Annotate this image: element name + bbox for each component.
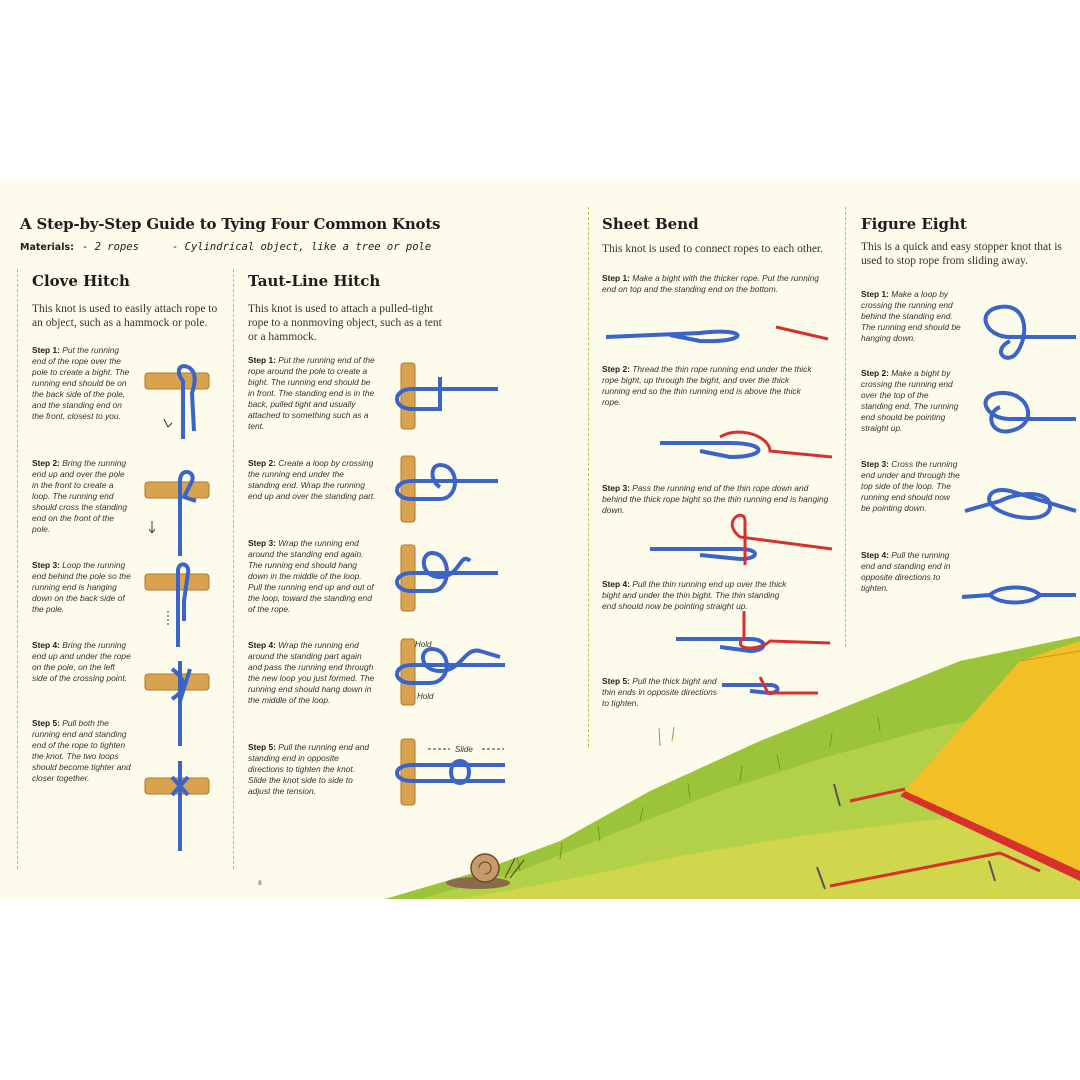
clove-step-3: Step 3: Loop the running end behind the pole so the running end is hanging down on the back side of the pole.: [32, 560, 131, 614]
taut-line-intro: This knot is used to attach a pulled-tight rope to a nonmoving object, such as a tent or a hammock.: [248, 303, 442, 343]
taut-step-3-illustration: [397, 545, 498, 611]
taut-step-2: Step 2: Create a loop by crossing the running end under the standing end. Wrap the running end up and over the standing part.: [248, 458, 376, 501]
clove-hitch-title: Clove Hitch: [32, 272, 130, 290]
taut-step-5: Step 5: Pull the running end and standing end in opposite directions to tighten the knot. Slide the knot side to side to adjust the tension.: [248, 742, 370, 796]
slide-label: Slide: [455, 745, 473, 754]
fig8-step-3: Step 3: Cross the running end under and through the top side of the loop. The running end should now be pointing down.: [861, 459, 960, 513]
page-number: 8: [258, 880, 262, 887]
sheet-step-2: Step 2: Thread the thin rope running end under the thick rope bight, up through the bight, and over the thick running end so the thin running end is above the thick rope.: [602, 364, 812, 407]
illustrations: [0, 181, 1080, 899]
clove-step-2-illustration: [145, 472, 209, 556]
hold-label-2: Hold: [417, 692, 434, 701]
fig8-step-4: Step 4: Pull the running end and standing end in opposite directions to tighten.: [861, 550, 951, 593]
sheet-step-2-illustration: [660, 432, 832, 457]
sheet-step-3-illustration: [650, 515, 832, 565]
clove-step-3-illustration: [145, 564, 209, 647]
book-spread: [0, 181, 1080, 899]
clove-step-4: Step 4: Bring the running end up and under the rope on the pole, on the left side of the crossing point.: [32, 640, 131, 683]
clove-step-4-illustration: [145, 661, 209, 746]
clove-step-2: Step 2: Bring the running end up and over the pole in the front to create a loop. The running end should cross the standing end on the front of the pole.: [32, 458, 127, 534]
taut-step-4-illustration: [397, 639, 505, 705]
taut-step-1: Step 1: Put the running end of the rope around the pole to create a bight. The running end should be in front. The standing end is in the back, pulled tight and usually attached to something such as a tent.: [248, 355, 375, 431]
fig8-step-1: Step 1: Make a loop by crossing the running end behind the standing end. The running end should be hanging down.: [861, 289, 961, 343]
fig8-step-2-illustration: [986, 393, 1076, 432]
sheet-bend-intro: This knot is used to connect ropes to each other.: [602, 243, 824, 255]
taut-step-1-illustration: [397, 363, 498, 429]
taut-step-2-illustration: [397, 456, 498, 522]
guide-title: A Step-by-Step Guide to Tying Four Common Knots: [20, 215, 441, 233]
fig8-step-2: Step 2: Make a bight by crossing the running end over the top of the standing end. The running end should be pointing straight up.: [861, 368, 959, 433]
sheet-step-3: Step 3: Pass the running end of the thin rope down and behind the thick rope bight so the thin running end is hanging down.: [602, 483, 829, 515]
taut-step-4: Step 4: Wrap the running end around the standing part again and pass the running end through the new loop you just formed. The running end should hang down in the middle of the loop.: [248, 640, 375, 705]
clove-step-1: Step 1: Put the running end of the rope over the pole to create a bight. The running end should be on the back side of the pole, and the standing end on the front, closest to you.: [32, 345, 130, 421]
materials-label: Materials:: [20, 242, 74, 253]
sheet-bend-title: Sheet Bend: [602, 215, 699, 233]
sheet-step-1: Step 1: Make a bight with the thicker rope. Put the running end on top and the standing end on the bottom.: [602, 273, 819, 294]
sheet-step-4: Step 4: Pull the thin running end up over the thick bight and under the thin bight. The thin standing end should now be pointing straight up.: [602, 579, 787, 611]
hold-label-1: Hold: [415, 640, 432, 649]
clove-hitch-intro: This knot is used to easily attach rope to an object, such as a hammock or pole.: [32, 303, 218, 329]
taut-line-title: Taut-Line Hitch: [248, 272, 381, 290]
fig8-step-3-illustration: [965, 490, 1076, 518]
clove-step-1-illustration: [145, 366, 209, 439]
figure-eight-title: Figure Eight: [861, 215, 967, 233]
fig8-step-4-illustration: [962, 588, 1076, 603]
taut-step-3: Step 3: Wrap the running end around the standing end again. The running end should hang down in the middle of the loop. Pull the running end up and out of the loop, toward the standing end of the rope.: [248, 538, 374, 614]
sheet-step-4-illustration: [676, 611, 830, 651]
clove-step-5-illustration: [145, 761, 209, 851]
clove-step-5: Step 5: Pull both the running end and standing end of the rope to tighten the knot. The two loops should become tighter and closer together.: [32, 718, 131, 783]
material-ropes: - 2 ropes: [82, 241, 139, 253]
sheet-step-5: Step 5: Pull the thick bight and thin ends in opposite directions to tighten.: [602, 676, 717, 708]
figure-eight-intro: This is a quick and easy stopper knot that is used to stop rope from sliding away.: [861, 241, 1062, 267]
fig8-step-1-illustration: [986, 307, 1076, 358]
sheet-step-1-illustration: [606, 327, 828, 341]
material-pole: - Cylindrical object, like a tree or pole: [172, 241, 432, 253]
sheet-step-5-illustration: [722, 677, 818, 693]
taut-step-5-illustration: [397, 739, 505, 805]
